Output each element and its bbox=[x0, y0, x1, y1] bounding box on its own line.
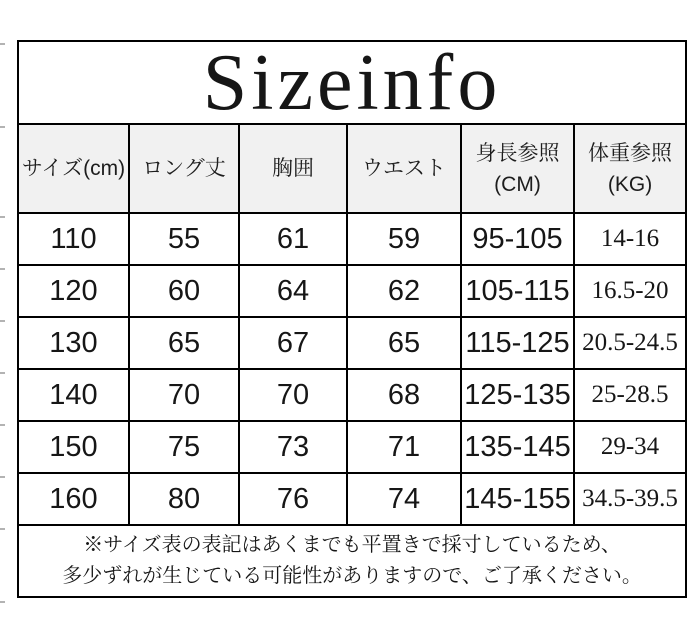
cell-length: 70 bbox=[129, 369, 239, 421]
cell-weight-ref: 25-28.5 bbox=[574, 369, 686, 421]
cell-height-ref: 115-125 bbox=[461, 317, 574, 369]
table-row-size-120 bbox=[18, 265, 686, 317]
measurement-disclaimer bbox=[18, 525, 686, 597]
cell-height-ref: 125-135 bbox=[461, 369, 574, 421]
cell-weight-ref: 34.5-39.5 bbox=[574, 473, 686, 525]
col-header-chest bbox=[239, 124, 347, 213]
sheet-gridline-tick bbox=[0, 601, 5, 603]
cell-height-ref: 145-155 bbox=[461, 473, 574, 525]
table-row-size-160 bbox=[18, 473, 686, 525]
cell-size: 160 bbox=[18, 473, 129, 525]
sheet-gridline-tick bbox=[0, 268, 5, 270]
cell-waist: 62 bbox=[347, 265, 461, 317]
sheet-gridline-tick bbox=[0, 43, 5, 45]
cell-size: 110 bbox=[18, 213, 129, 265]
sheet-gridline-tick bbox=[0, 216, 5, 218]
cell-height-ref: 95-105 bbox=[461, 213, 574, 265]
col-header-label: ウエスト bbox=[362, 157, 446, 180]
cell-chest: 64 bbox=[239, 265, 347, 317]
cell-length: 55 bbox=[129, 213, 239, 265]
cell-weight-ref: 14-16 bbox=[574, 213, 686, 265]
disclaimer-line-1: ※サイズ表の表記はあくまでも平置きで採寸しているため、 bbox=[83, 534, 621, 556]
header-row bbox=[18, 124, 686, 213]
cell-waist: 74 bbox=[347, 473, 461, 525]
col-header-label: 胸囲 bbox=[272, 157, 314, 180]
table-row-size-150 bbox=[18, 421, 686, 473]
table-row-size-110 bbox=[18, 213, 686, 265]
cell-length: 65 bbox=[129, 317, 239, 369]
col-header-label: ロング丈 bbox=[142, 157, 226, 180]
col-header-long-length bbox=[129, 124, 239, 213]
sheet-gridline-tick bbox=[0, 126, 5, 128]
cell-size: 130 bbox=[18, 317, 129, 369]
cell-height-ref: 135-145 bbox=[461, 421, 574, 473]
cell-chest: 76 bbox=[239, 473, 347, 525]
sheet-gridline-tick bbox=[0, 424, 5, 426]
sheet-gridline-tick bbox=[0, 320, 5, 322]
table-row-size-130 bbox=[18, 317, 686, 369]
cell-weight-ref: 20.5-24.5 bbox=[574, 317, 686, 369]
cell-chest: 67 bbox=[239, 317, 347, 369]
cell-chest: 61 bbox=[239, 213, 347, 265]
size-table bbox=[17, 40, 687, 598]
cell-size: 150 bbox=[18, 421, 129, 473]
cell-waist: 68 bbox=[347, 369, 461, 421]
cell-waist: 71 bbox=[347, 421, 461, 473]
cell-length: 75 bbox=[129, 421, 239, 473]
col-header-label: 身長参照 bbox=[475, 141, 560, 165]
col-header-waist bbox=[347, 124, 461, 213]
footer-row bbox=[18, 525, 686, 597]
cell-chest: 70 bbox=[239, 369, 347, 421]
col-header-height-ref bbox=[461, 124, 574, 213]
col-header-size bbox=[18, 124, 129, 213]
cell-length: 60 bbox=[129, 265, 239, 317]
col-header-label: 体重参照 bbox=[588, 141, 673, 165]
cell-weight-ref: 16.5-20 bbox=[574, 265, 686, 317]
col-header-label: サイズ(cm) bbox=[21, 157, 126, 180]
cell-height-ref: 105-115 bbox=[461, 265, 574, 317]
sheet-gridline-tick bbox=[0, 476, 5, 478]
disclaimer-line-2: 多少ずれが生じている可能性がありますので、ご了承ください。 bbox=[62, 565, 642, 587]
table-row-size-140 bbox=[18, 369, 686, 421]
cell-size: 140 bbox=[18, 369, 129, 421]
title-row bbox=[18, 41, 686, 124]
col-header-weight-ref bbox=[574, 124, 686, 213]
cell-waist: 59 bbox=[347, 213, 461, 265]
page-title: Sizeinfo bbox=[18, 41, 686, 124]
sheet-gridline-tick bbox=[0, 528, 5, 530]
cell-chest: 73 bbox=[239, 421, 347, 473]
sheet-gridline-tick bbox=[0, 372, 5, 374]
cell-size: 120 bbox=[18, 265, 129, 317]
cell-waist: 65 bbox=[347, 317, 461, 369]
cell-weight-ref: 29-34 bbox=[574, 421, 686, 473]
cell-length: 80 bbox=[129, 473, 239, 525]
col-header-unit: (CM) bbox=[494, 172, 541, 196]
col-header-unit: (KG) bbox=[607, 172, 653, 196]
